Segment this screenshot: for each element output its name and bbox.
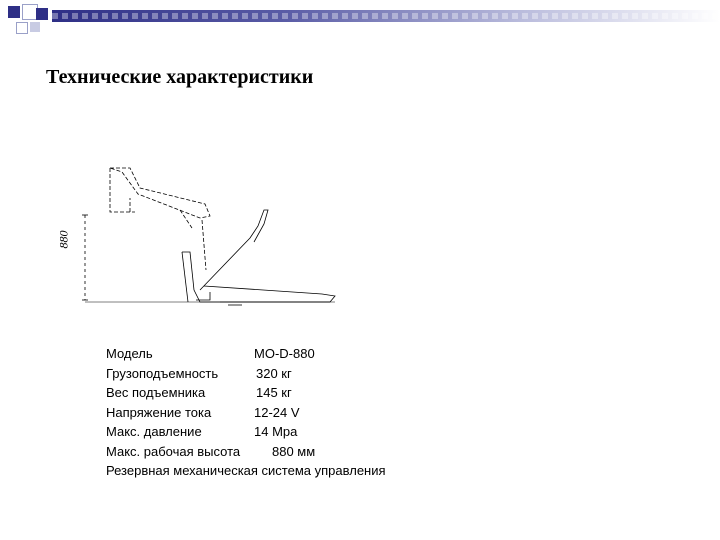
raised-lift-outline xyxy=(110,168,210,270)
spec-value: 12-24 V xyxy=(254,404,300,420)
page-title: Технические характеристики xyxy=(46,66,314,88)
spec-label: Макс. рабочая высота xyxy=(106,443,241,459)
spec-note-text: Резервная механическая система управления xyxy=(106,463,386,478)
spec-label: Вес подъемника xyxy=(106,385,206,400)
decorative-top-band xyxy=(52,10,720,22)
spec-label: Макс. давление xyxy=(106,424,202,439)
spec-value: 320 кг xyxy=(256,365,292,381)
spec-value: MO-D-880 xyxy=(254,346,315,361)
lift-diagram xyxy=(60,160,350,320)
spec-label: Напряжение тока xyxy=(106,404,212,420)
spec-value: 14 Mpa xyxy=(254,424,298,439)
dimension-label: 880 xyxy=(56,230,71,249)
spec-value: 145 кг xyxy=(256,385,292,400)
spec-label: Грузоподъемность xyxy=(106,365,219,381)
decorative-squares xyxy=(0,0,60,40)
spec-value: 880 мм xyxy=(272,443,316,459)
spec-label: Модель xyxy=(106,346,153,361)
